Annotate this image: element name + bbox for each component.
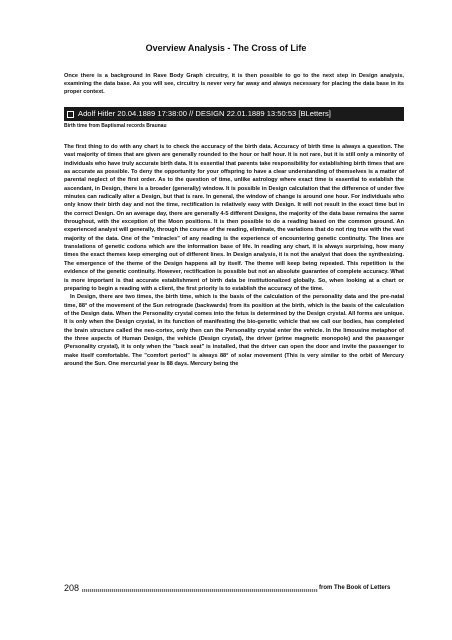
chart-banner [64,107,404,121]
intro-paragraph: Once there is a background in Rave Body Graph circuitry, it is then possible to go to the next step in Design analysis, examining the data base. As you will see, circuitry is never very far away and always necessary for placing the data base in its proper context. [64,73,404,96]
banner-caption: Birth time from Baptismal records Braunau [64,123,167,129]
window-icon [67,111,74,118]
page-number: 208 [64,583,80,593]
body-paragraph: The first thing to do with any chart is to check the accuracy of the birth data. Accuracy of birth time is always a question. The vast majority of times that are given are generally rounded to the hour or half hour. It is not rare, but it is still only a minority of individuals who have truly accurate birth data. It is essential that parents take responsibility for establishing birth times that are as accurate as possible. To deny the opportunity for your offspring to have a clear understanding of themselves is a matter of parental neglect of the first order. As to the question of time, unlike astrology where exact time is essential to establish the ascendant, in Design, there is a broader (generally) window. It is possible in Design calculation that the difference of under five minutes can radically alter a Design, but that is rare. In general, the window of change is around one hour. For individuals who only know their birth day and not the time, rectification is relatively easy with Design. It will not result in the exact time but in the correct Design. On an average day, there are generally 4-5 different Designs, the majority of the data base remains the same throughout, with the exception of the Moon positions. It is then possible to do a reading based on the common ground. An experienced analyst will generally, through the course of the reading, eliminate, the variations that do not ring true with the vast majority of the data. One of the "miracles" of any reading is the experience of encountering genetic continuity. The lines are translations of genetic codons which are the information base of life. In reading any chart, it is always surprising, how many times the exact themes keep emerging out of different lines. In Design analysis, it is not the analyst that does the synthesizing. The emergence of the theme of the Design happens all by itself. The theme will keep being repeated. This repetition is the evidence of the genetic continuity. However, rectification is possible but not an absolute guarantee of complete accuracy. What is more important is that accurate establishment of birth data be institutionalized globally. So, when looking at a chart or preparing to begin a reading with a client, the first priority is to establish the accuracy of the time. [64,144,404,292]
footer-rule [82,589,318,592]
page-title: Overview Analysis - The Cross of Life [145,43,307,53]
body-paragraph: In Design, there are two times, the birth time, which is the basis of the calculation of the personality data and the pre-natal time, 88° of the movement of the Sun retrograde (backwards) from its position at the birth, which is the basis of the calculation of the Design data. When the Personality crystal comes into the fetus is determined by the Design crystal. All forms are unique. It is only when the Design crystal, in its function of manifesting the bio-genetic vehicle that we call our bodies, has completed the brain structure called the neo-cortex, only then can the Personality crystal enter the vehicle. In the limousine metaphor of the three aspects of Human Design, the vehicle (Design crystal), the driver (prime magnetic monopole) and the passenger (Personality crystal), it is only when the "back seat" is installed, that the driver can open the door and invite the passenger to make itself comfortable. The "comfort period" is always 88° of solar movement (This is very similar to the orbit of Mercury around the Sun. One mercurial year is 88 days. Mercury being the [64,294,404,367]
source-credit: from The Book of Letters [319,585,391,591]
body-text [64,143,404,368]
chart-banner-text: Adolf Hitler 20.04.1889 17:38:00 // DESIGN 22.01.1889 13:50:53 [BLetters] [78,109,331,118]
